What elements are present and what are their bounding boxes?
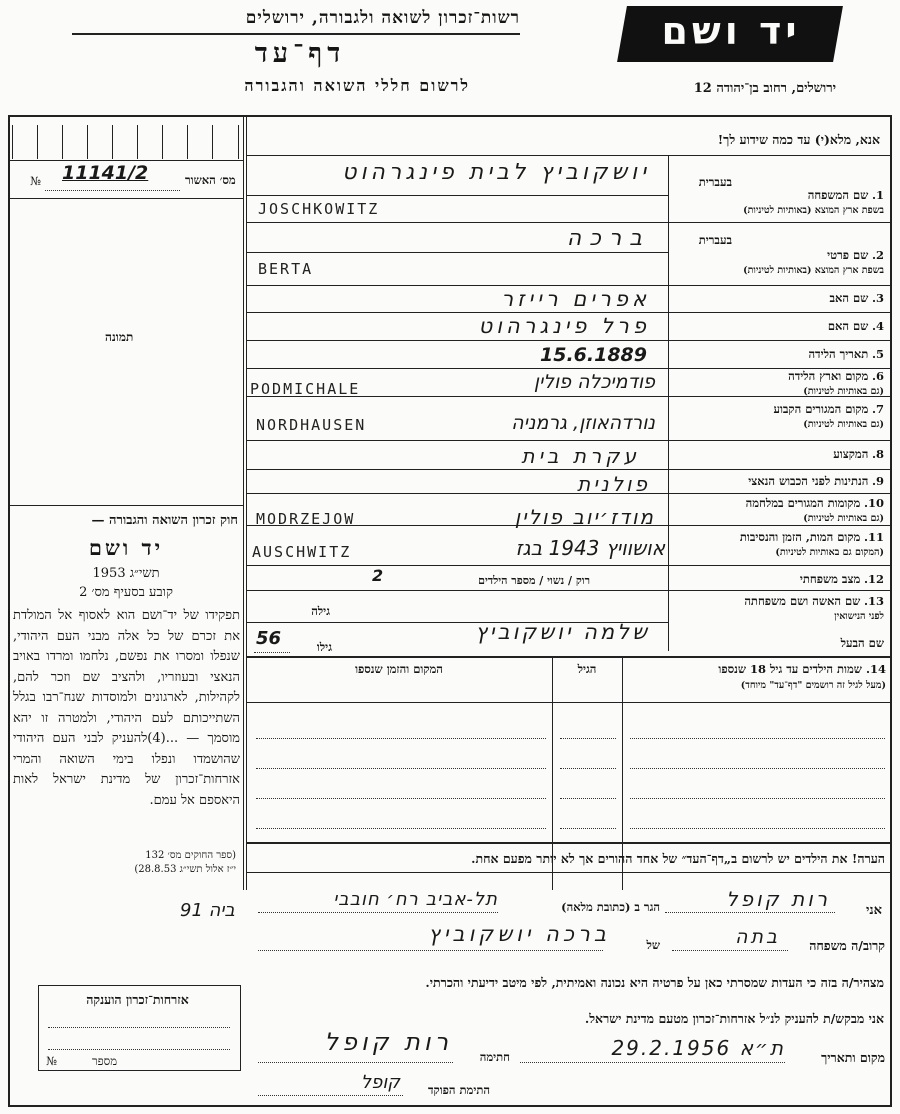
citizenship-box-no-mark: № [46,1054,57,1068]
relation-value: בתה [735,926,780,948]
children-count-value: 2 [372,566,384,585]
children-place-column: המקום והזמן שנספו [355,662,443,676]
citizenship-box-title: אזרחות־זכרון הוענקה [86,992,189,1007]
husband-age-value: 56 [256,628,282,649]
field-12-family-status: 12. מצב משפחתי [799,572,884,586]
law-reference-2: י״ז אלול תשי״ג 28.8.53) [134,864,236,875]
residence-hebrew-value: נורדהאוזן, גרמניה [511,412,655,434]
death-place-latin-value: AUSCHWITZ [252,543,352,561]
law-clause: קובע בסעיף מס׳ 2 [79,585,173,600]
law-title: חוק זכרון השואה והגבורה — [91,513,238,528]
intro-instruction: אנא, מלא(י) עד כמה שידוע לך! [717,132,880,147]
declarant-address-value: תל-אביב רח׳ חובבי [333,889,498,910]
officer-signature-label: התימת הפוקד [428,1083,490,1097]
place-date-value: ת״א 29.2.1956 [611,1036,785,1060]
field-6-birth-place: 6. מקום וארץ הלידה (גם באותיות לטיניות) [788,369,884,397]
field-10-war-residence: 10. מקומות המגורים במלחמה (גם באותיות לטיניות) [745,496,884,524]
signature-value: רות קופל [324,1028,452,1056]
citizenship-request: אני מבקש/ת להעניק לנ״ל אזרחות־זכרון מטעם מדינת ישראל. [584,1011,884,1026]
photo-label: תמונה [105,330,134,344]
logo-text: יד ושם [661,9,801,53]
family-status-options: רוק / נשוי / מספר הילדים [478,574,590,587]
field-11-death: 11. מקום המות, הזמן והנסיבות (המקום גם באותיות לטיניות) [739,530,884,558]
mother-value: פרל פינגרהוט [478,314,650,338]
death-place-hebrew-value: אושוויץ 1943 בגז [515,536,665,560]
approval-number-value: 11141/2 [62,162,149,184]
children-note: הערה! את הילדים יש לרשום ב„דף־העד״ של אחד ההורים אך לא יותר מפעם אחת. [471,851,885,866]
firstname-hebrew-value: ברכה [566,226,650,251]
children-age-column: הגיל [577,662,597,676]
signature-label: חתימה [479,1050,510,1064]
law-body: תפקידו של יד־ושם הוא לאסוף אל המולדת את זכרם של כל אלה מבני העם היהודי, שנפלו ומסרו את נפשם, נלחמו ומרדו באויב הנאצי ובעוזריו, ולהציב שם וזכר להם, לקהילות, לארגונים ולמוסדות שנח־רבו בגלל השתייכותם לעם היהודי, ולמטרה זו יהא מוסמך — ...(4)להעניק לבני העם היהודי שהושמדו ונפלו בימי השואה והמרי אזרחות־זכרון של מדינת ישראל לאות היאספם אל עמם. [13,608,240,808]
approval-no-mark: № [30,174,41,188]
form-subtitle: לרשום חללי השואה והגבורה [244,76,470,95]
approval-boxes [12,125,240,159]
declarant-i-label: אני [866,903,882,918]
law-name: יד ושם [88,535,164,560]
surname-hebrew-value: יושקוביץ לבית פינגרהוט [342,160,650,185]
birth-date-value: 15.6.1889 [540,344,647,366]
authority-name: רשות־זכרון לשואה ולגבורה, ירושלים [245,8,520,28]
field-1-surname: 1. שם המשפחה בשפת ארץ המוצא (באותיות לטיניות) [743,188,884,216]
declarant-address-label: הגר ב (כתובת מלאה) [561,900,660,914]
birth-place-hebrew-value: פודמיכלה פולין [533,371,655,393]
field-9-nationality: 9. הנתינות לפני הכבוש הנאצי [748,474,884,488]
field-4-mother: 4. שם האם [827,319,884,333]
field-5-birth-date: 5. תאריך הלידה [808,347,884,361]
approval-number-label: מס׳ האשור [185,173,236,187]
hebrew-tag-surname: בעברית [698,175,732,189]
relative-of-value: ברכה יושקוביץ [428,922,610,946]
war-residence-hebrew-value: מודז׳יוב פולין [514,505,655,529]
law-year: תשי״ג 1953 [92,566,160,581]
husband-name-value: שלמה יושקוביץ [475,620,650,644]
field-7-residence: 7. מקום המגורים הקבוע (גם באותיות לטיניות) [773,402,884,430]
surname-latin-value: JOSCHKOWITZ [258,200,380,218]
address: ירושלים, רחוב בן־יהודה 12 [693,81,836,96]
husband-name-label: שם הבעל [840,636,884,650]
children-header: 14. שמות הילדים עד גיל 18 שנספו (מעל לגיל זה רושמים "דף־עד" מיוחד) [718,662,886,691]
law-reference-1: (ספר החוקים מס׳ 132 [145,850,236,861]
nationality-value: פולנית [577,472,650,496]
firstname-latin-value: BERTA [258,260,314,278]
of-label: של [646,938,660,952]
husband-age-label: גילו [316,640,332,654]
citizenship-box-number-label: מספר [92,1054,118,1068]
field-2-first-name: 2. שם פרטי בשפת ארץ המוצא (באותיות לטיניות) [743,248,884,276]
declaration-text: מצהיר/ה בזה כי העדות שמסרתי כאן על פרטיה היא נכונה ואמיתית, לפי מיטב ידיעתי והכרתי. [425,975,884,990]
profession-value: עקרת בית [521,444,640,468]
margin-note: 91 ביה [180,900,235,921]
wife-age-label: גילה [311,604,330,618]
declarant-name-value: רות קופל [726,887,830,911]
officer-signature-value: קופל [360,1072,400,1093]
birth-place-latin-value: PODMICHALE [250,380,361,398]
father-value: אפרים רייזר [501,287,650,311]
hebrew-tag-firstname: בעברית [698,233,732,247]
form-title: דף־עד [254,38,346,69]
relative-label: קרוב/ה משפחה [809,938,885,953]
field-3-father: 3. שם האב [829,291,884,305]
residence-latin-value: NORDHAUSEN [256,416,367,434]
field-13-spouse: 13. שם האשה ושם משפחתה לפני הנישואין [744,594,884,622]
war-residence-latin-value: MODRZEJOW [256,510,356,528]
place-date-label: מקום ותאריך [821,1050,885,1065]
field-8-profession: 8. המקצוע [833,447,884,461]
